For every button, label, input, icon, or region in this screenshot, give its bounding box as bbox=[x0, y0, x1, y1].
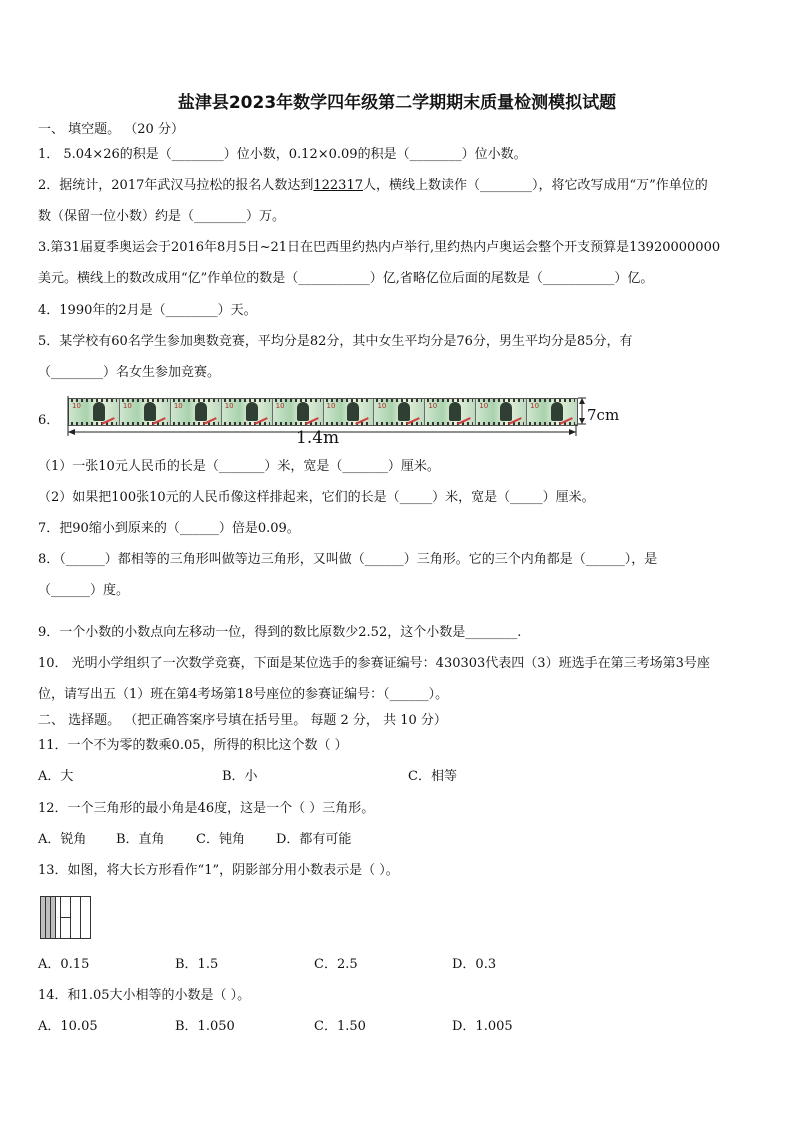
banknote-denomination: 10 bbox=[173, 402, 183, 410]
section-1-heading: 一、 填空题。 （20 分） bbox=[38, 122, 184, 137]
question-2-text-b: 人，横线上数读作（________），将它改写成用“万”作单位的 bbox=[363, 178, 708, 193]
question-5-line-2: （________）名女生参加竞赛。 bbox=[38, 365, 221, 380]
question-2-number: 122317 bbox=[313, 178, 363, 193]
question-14-option-b[interactable]: B．1.050 bbox=[175, 1019, 235, 1034]
question-1: 1． 5.04×26的积是（________）位小数，0.12×0.09的积是（________）位小数。 bbox=[38, 147, 527, 162]
question-11-option-a[interactable]: A．大 bbox=[38, 769, 74, 784]
question-2-line-2: 数（保留一位小数）约是（________）万。 bbox=[38, 209, 286, 224]
question-7: 7．把90缩小到原来的（______）倍是0.09。 bbox=[38, 521, 300, 536]
question-13-option-a[interactable]: A．0.15 bbox=[38, 957, 90, 972]
banknote-denomination: 10 bbox=[479, 402, 489, 410]
question-13-option-b[interactable]: B．1.5 bbox=[175, 957, 219, 972]
length-label: 1.4m bbox=[296, 428, 340, 448]
question-11-option-c[interactable]: C．相等 bbox=[408, 769, 457, 784]
question-11-option-b[interactable]: B．小 bbox=[222, 769, 258, 784]
question-12-option-b[interactable]: B．直角 bbox=[116, 832, 165, 847]
question-6-sub-2: （2）如果把100张10元的人民币像这样排起来，它们的长是（_____）米，宽是（_____）厘米。 bbox=[38, 490, 595, 505]
banknote-denomination: 10 bbox=[428, 402, 438, 410]
rectangle-fraction-figure bbox=[40, 896, 94, 942]
question-14-option-d[interactable]: D．1.005 bbox=[452, 1019, 513, 1034]
question-12-stem: 12．一个三角形的最小角是46度，这是一个（ ）三角形。 bbox=[38, 801, 375, 816]
question-8-line-1: 8．（______）都相等的三角形叫做等边三角形，又叫做（______）三角形。它的三个内角都是（______），是 bbox=[38, 552, 658, 567]
banknote-denomination: 10 bbox=[122, 402, 132, 410]
banknote-denomination: 10 bbox=[530, 402, 540, 410]
height-label: 7cm bbox=[587, 406, 620, 424]
question-2-line-1 bbox=[38, 177, 708, 195]
dimension-annotations bbox=[60, 394, 620, 452]
question-2-text-a: 2．据统计，2017年武汉马拉松的报名人数达到 bbox=[38, 178, 314, 193]
question-3-line-2: 美元。横线上的数改成用“亿”作单位的数是（___________）亿,省略亿位后面的尾数是（___________）亿。 bbox=[38, 271, 654, 286]
question-11-stem: 11．一个不为零的数乘0.05，所得的积比这个数（ ） bbox=[38, 738, 348, 753]
banknote-denomination: 10 bbox=[72, 402, 81, 410]
question-6-sub-1: （1）一张10元人民币的长是（_______）米，宽是（_______）厘米。 bbox=[38, 459, 440, 474]
banknote-denomination: 10 bbox=[377, 402, 387, 410]
question-14-option-c[interactable]: C．1.50 bbox=[314, 1019, 366, 1034]
question-13-option-d[interactable]: D．0.3 bbox=[452, 957, 497, 972]
question-3-line-1: 3.第31届夏季奥运会于2016年8月5日~21日在巴西里约热内卢举行,里约热内卢奥运会整个开支预算是13920000000 bbox=[38, 240, 721, 255]
question-12-option-a[interactable]: A．锐角 bbox=[38, 832, 87, 847]
question-12-option-d[interactable]: D．都有可能 bbox=[276, 832, 352, 847]
question-14-stem: 14．和1.05大小相等的小数是（ ）。 bbox=[38, 988, 251, 1003]
banknote-denomination: 10 bbox=[275, 402, 285, 410]
question-5-line-1: 5．某学校有60名学生参加奥数竞赛，平均分是82分，其中女生平均分是76分，男生平均分是85分，有 bbox=[38, 334, 633, 349]
page-title: 盐津县2023年数学四年级第二学期期末质量检测模拟试题 bbox=[177, 93, 617, 113]
banknote-denomination: 10 bbox=[224, 402, 234, 410]
question-13-option-c[interactable]: C．2.5 bbox=[314, 957, 358, 972]
question-13-stem: 13．如图，将大长方形看作“1”，阴影部分用小数表示是（ ）。 bbox=[38, 863, 399, 878]
question-9: 9．一个小数的小数点向左移动一位，得到的数比原数少2.52，这个小数是________. bbox=[38, 625, 522, 640]
question-6-number: 6． bbox=[38, 413, 60, 428]
section-2-heading: 二、 选择题。 （把正确答案序号填在括号里。 每题 2 分， 共 10 分） bbox=[38, 713, 447, 728]
banknote-denomination: 10 bbox=[326, 402, 336, 410]
question-10-line-1: 10． 光明小学组织了一次数学竞赛，下面是某位选手的参赛证编号：430303代表四（3）班选手在第三考场第3号座 bbox=[38, 656, 710, 671]
question-4: 4．1990年的2月是（________）天。 bbox=[38, 303, 257, 318]
question-14-option-a[interactable]: A．10.05 bbox=[38, 1019, 98, 1034]
question-8-line-2: （______）度。 bbox=[38, 583, 130, 598]
question-10-line-2: 位，请写出五（1）班在第4考场第18号座位的参赛证编号：（______）。 bbox=[38, 687, 449, 702]
question-12-option-c[interactable]: C．钝角 bbox=[196, 832, 245, 847]
